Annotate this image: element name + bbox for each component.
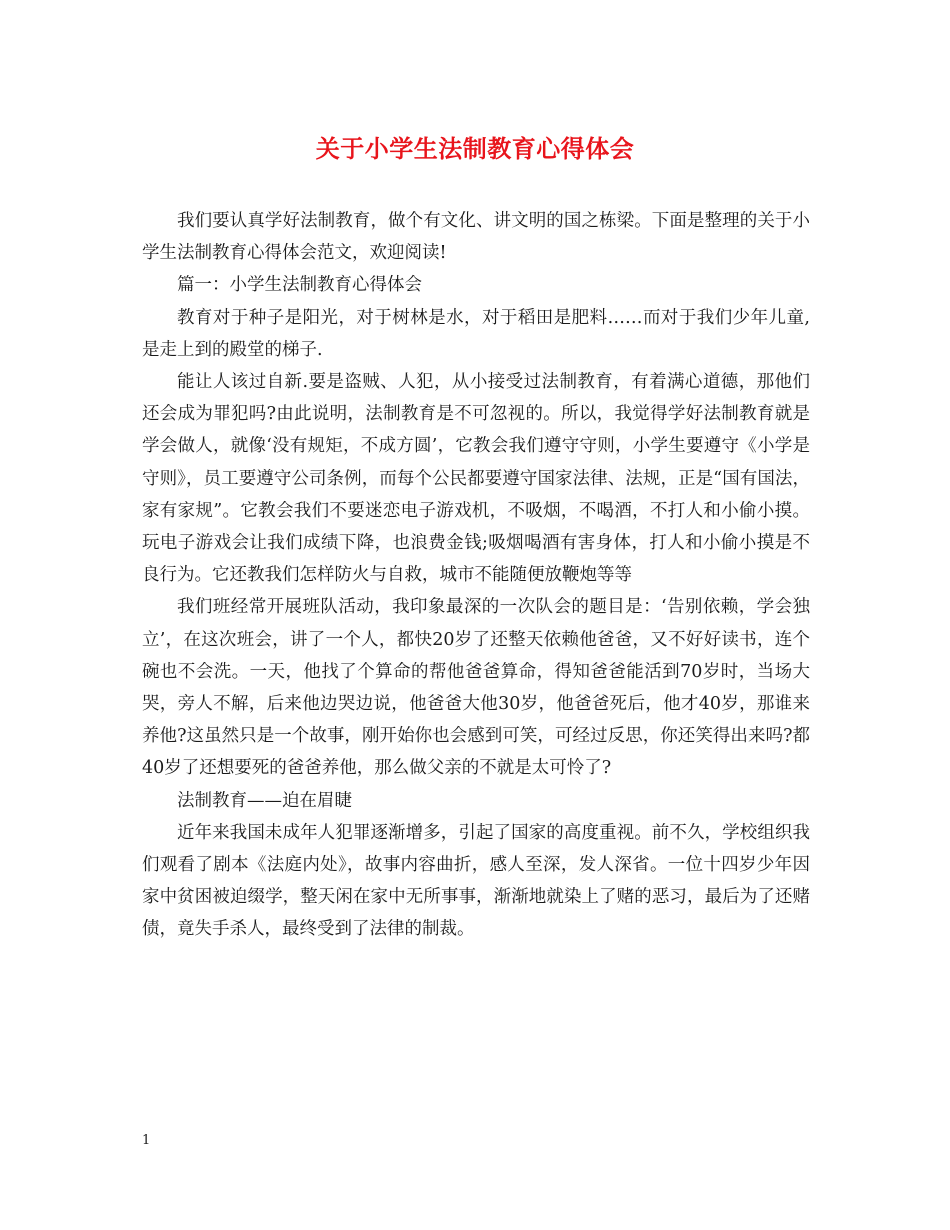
- document-body: [142, 205, 810, 946]
- paragraph-intro: 我们要认真学好法制教育，做个有文化、讲文明的国之栋梁。下面是整理的关于小学生法制教育心得体会范文，欢迎阅读!: [142, 211, 810, 264]
- paragraph-class-meeting: 我们班经常开展班队活动，我印象最深的一次队会的题目是：‘告别依赖，学会独立’，在这次班会，讲了一个人，都快20岁了还整天依赖他爸爸，又不好好读书，连个碗也不会洗。一天，他找了个算命的帮他爸爸算命，得知爸爸能活到70岁时，当场大哭，旁人不解，后来他边哭边说，他爸爸大他30岁，他爸爸死后，他才40岁，那谁来养他?这虽然只是一个故事，刚开始你也会感到可笑，可经过反思，你还笑得出来吗?都40岁了还想要死的爸爸养他，那么做父亲的不就是太可怜了?: [142, 597, 810, 779]
- paragraph-juvenile-crime: 近年来我国未成年人犯罪逐渐增多，引起了国家的高度重视。前不久，学校组织我们观看了剧本《法庭内处》，故事内容曲折，感人至深，发人深省。一位十四岁少年因家中贫困被迫缀学，整天闲在家中无所事事，渐渐地就染上了赌的恶习，最后为了还赌债，竟失手杀人，最终受到了法律的制裁。: [142, 822, 810, 940]
- paragraph-importance: 能让人该过自新.要是盗贼、人犯，从小接受过法制教育，有着满心道德，那他们还会成为罪犯吗?由此说明，法制教育是不可忽视的。所以，我觉得学好法制教育就是学会做人，就像‘没有规矩，不成方圆’，它教会我们遵守守则，小学生要遵守《小学是守则》，员工要遵守公司条例，而每个公民都要遵守国家法律、法规，正是“国有国法，家有家规”。它教会我们不要迷恋电子游戏机，不吸烟，不喝酒，不打人和小偷小摸。玩电子游戏会让我们成绩下降，也浪费金钱;吸烟喝酒有害身体，打人和小偷小摸是不良行为。它还教我们怎样防火与自救，城市不能随便放鞭炮等等: [142, 372, 810, 586]
- section-heading-part-one: 篇一：小学生法制教育心得体会: [177, 275, 422, 296]
- page-number: 1: [142, 1133, 151, 1148]
- document-title: 关于小学生法制教育心得体会: [315, 135, 635, 163]
- section-heading-urgent: 法制教育——迫在眉睫: [177, 790, 352, 811]
- paragraph-education-metaphor: 教育对于种子是阳光，对于树林是水，对于稻田是肥料……而对于我们少年儿童,是走上到的殿堂的梯子.: [142, 307, 810, 360]
